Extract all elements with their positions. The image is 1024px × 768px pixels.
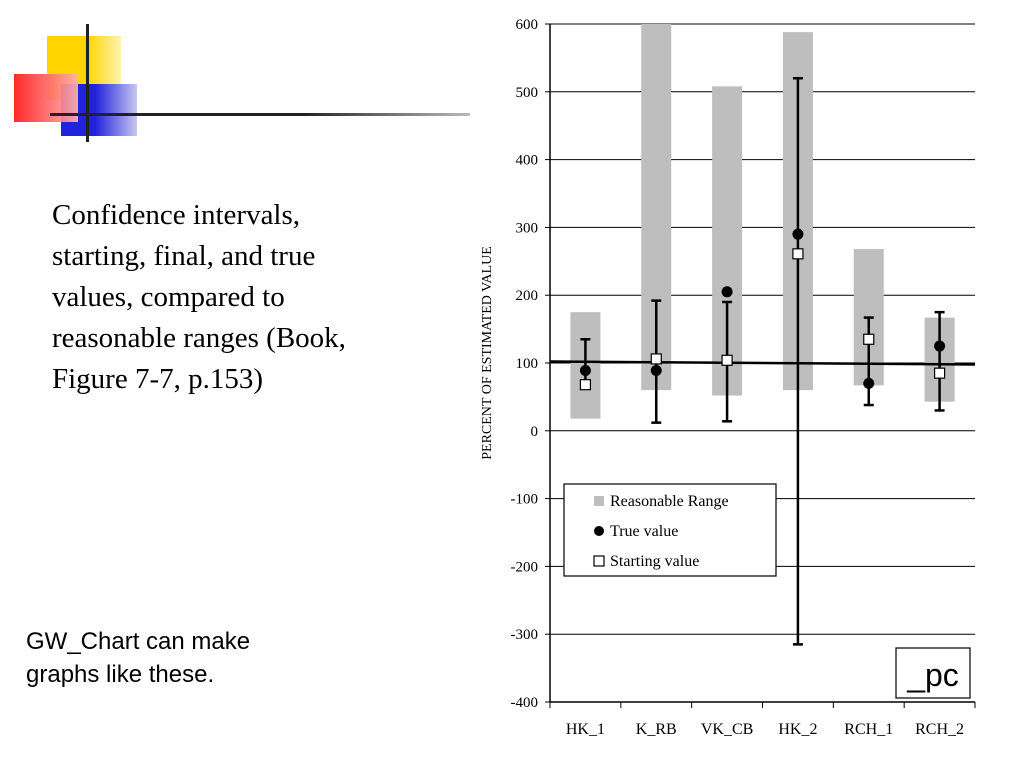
legend-range-swatch [594, 496, 604, 506]
slide-caption: Confidence intervals, starting, final, and true values, compared to reasonable ranges (Book, Figure 7-7, p.153) [52, 199, 346, 395]
legend-true-value: True value [610, 523, 679, 540]
true-value-point [651, 365, 662, 376]
starting-value-point [935, 368, 945, 378]
x-tick-label: RCH_2 [915, 721, 965, 738]
y-axis-title: PERCENT OF ESTIMATED VALUE [480, 246, 495, 460]
starting-value-point [793, 249, 803, 259]
decor-horizontal-line [50, 113, 470, 116]
confidence-interval-chart [470, 10, 990, 750]
y-tick-label: -300 [510, 627, 538, 644]
true-value-point [792, 229, 803, 240]
y-tick-label: 600 [515, 17, 538, 33]
starting-value-point [651, 354, 661, 364]
x-tick-label: VK_CB [700, 721, 754, 738]
x-tick-label: RCH_1 [844, 721, 894, 738]
y-tick-label: 400 [515, 152, 538, 169]
y-tick-label: 300 [515, 220, 538, 237]
y-tick-label: 200 [515, 288, 538, 305]
true-value-point [863, 378, 874, 389]
x-tick-label: HK_1 [565, 721, 605, 738]
y-tick-label: 100 [515, 356, 538, 372]
starting-value-point [580, 380, 590, 390]
y-tick-label: -200 [510, 559, 538, 576]
legend-reasonable-range: Reasonable Range [610, 493, 729, 510]
true-value-point [722, 286, 733, 297]
x-tick-label: HK_2 [778, 721, 818, 738]
y-tick-label: 0 [530, 423, 538, 440]
y-tick-label: -400 [510, 695, 538, 711]
true-value-point [934, 341, 945, 352]
y-tick-label: 500 [515, 84, 538, 101]
starting-value-point [864, 334, 874, 344]
true-value-point [580, 365, 591, 376]
legend-true-marker [594, 526, 604, 536]
y-tick-label: -100 [510, 491, 538, 508]
watermark-text: _pc [907, 657, 959, 693]
x-tick-label: K_RB [635, 721, 677, 738]
slide-footnote: GW_Chart can make graphs like these. [26, 628, 251, 688]
decor-vertical-line [86, 24, 89, 142]
starting-value-point [722, 355, 732, 365]
reference-line [550, 362, 975, 365]
legend-starting-value: Starting value [610, 553, 700, 570]
legend-start-marker [594, 556, 604, 566]
